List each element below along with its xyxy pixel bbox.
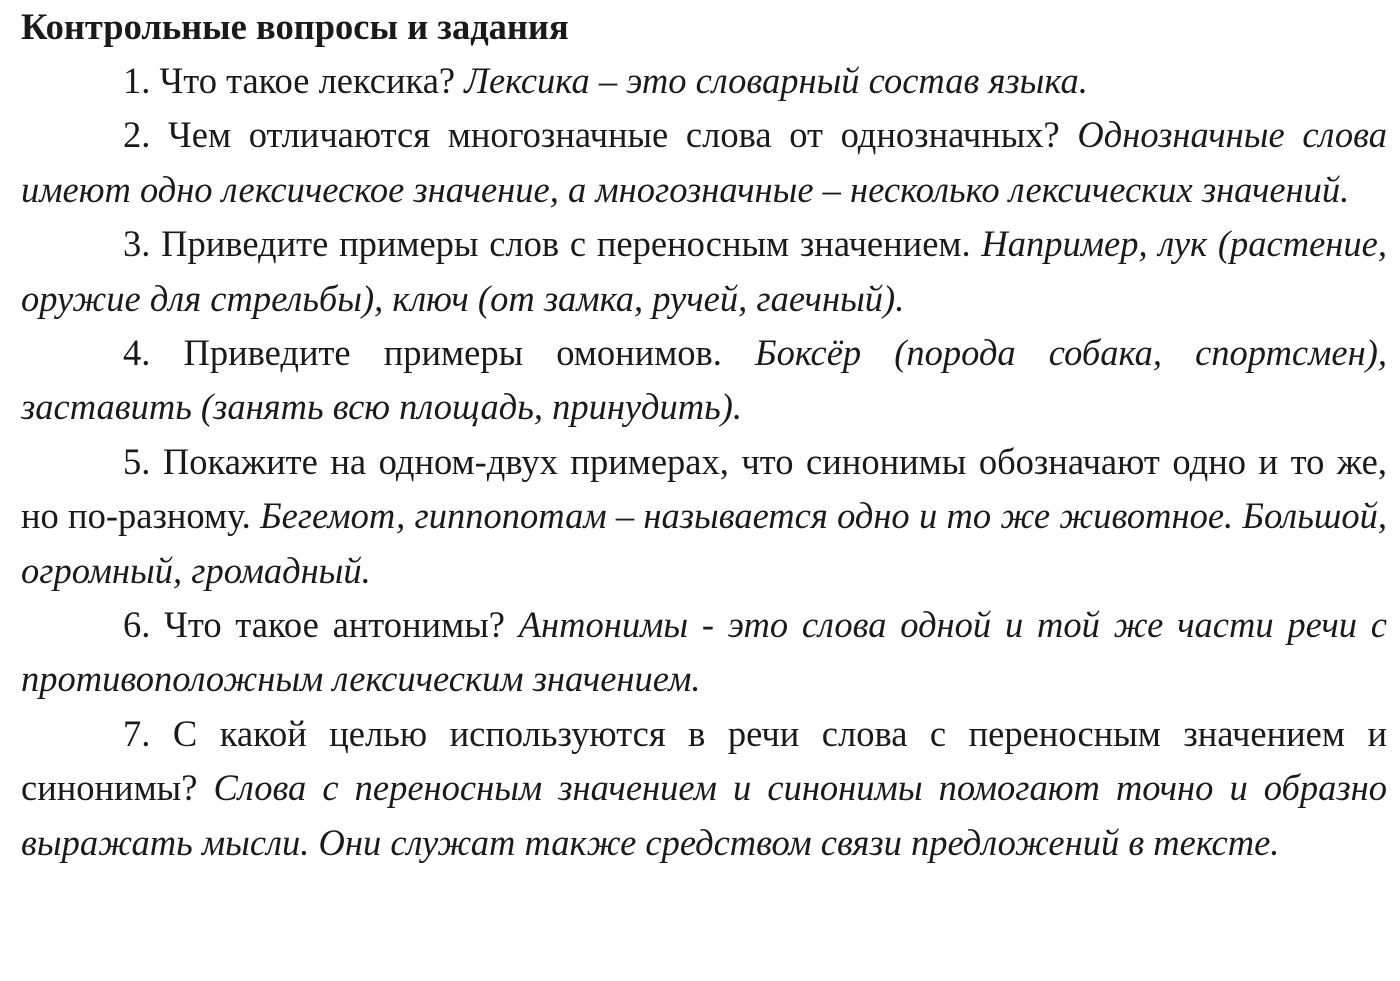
answer-3: Например, лук (растение, оружие для стрельбы), ключ (от замка, ручей, гаечный). — [21, 223, 1387, 319]
document-page — [21, 0, 1387, 870]
qa-item-1 — [21, 54, 1387, 108]
qa-item-3 — [21, 217, 1387, 326]
question-7: 7. С какой целью используются в речи слова с переносным значением и синонимы? — [21, 712, 1387, 809]
question-3: 3. Приведите примеры слов с переносным значением. — [123, 223, 971, 265]
question-6: 6. Что такое антонимы? — [123, 604, 505, 646]
qa-item-6 — [21, 598, 1387, 707]
qa-item-5 — [21, 435, 1387, 598]
answer-4: Боксёр (порода собака, спортсмен), заставить (занять всю площадь, принудить). — [21, 332, 1388, 428]
answer-5: Бегемот, гиппопотам – называется одно и то же животное. Большой, огромный, громадный. — [21, 495, 1388, 591]
question-5: 5. Покажите на одном-двух примерах, что синонимы обозначают одно и то же, но по-разному. — [21, 440, 1387, 537]
answer-2: Однозначные слова имеют одно лексическое значение, а многозначные – несколько лексических значений. — [21, 114, 1387, 210]
question-1: 1. Что такое лексика? — [123, 60, 456, 101]
question-4: 4. Приведите примеры омонимов. — [123, 332, 722, 374]
qa-item-7 — [21, 707, 1387, 870]
section-heading: Контрольные вопросы и задания — [21, 6, 569, 47]
answer-6: Антонимы - это слова одной и той же части речи с противоположным лексическим значением. — [21, 604, 1388, 700]
qa-item-2 — [21, 108, 1387, 217]
question-2: 2. Чем отличаются многозначные слова от однозначных? — [123, 114, 1060, 156]
answer-1: Лексика – это словарный состав языка. — [464, 60, 1088, 101]
answer-7: Слова с переносным значением и синонимы помогают точно и образно выражать мысли. Они служат также средством связи предложений в тексте. — [21, 767, 1387, 863]
qa-item-4 — [21, 326, 1387, 435]
